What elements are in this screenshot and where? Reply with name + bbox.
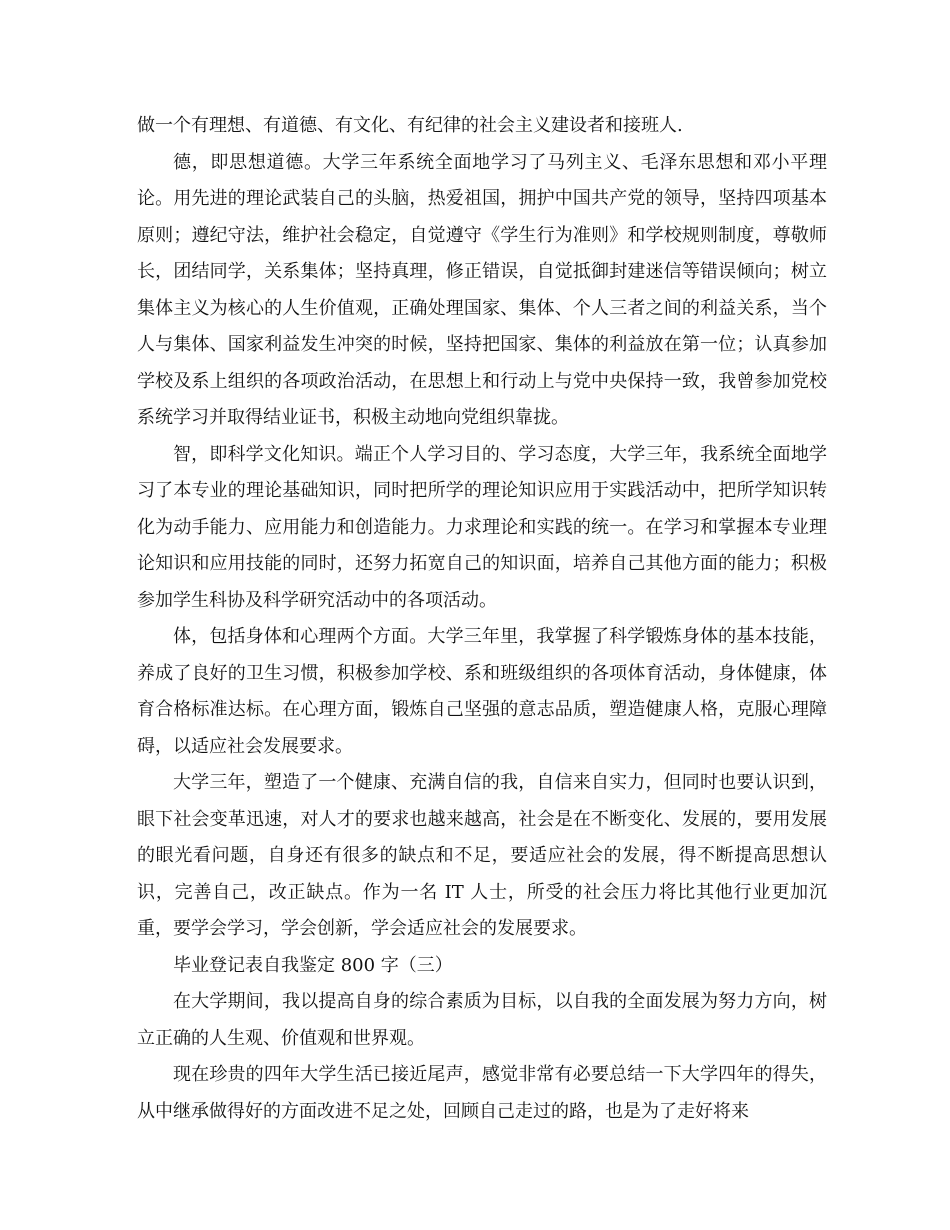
paragraph-physical: 体，包括身体和心理两个方面。大学三年里，我掌握了科学锻炼身体的基本技能，养成了良好的卫生习惯，积极参加学校、系和班级组织的各项体育活动，身体健康，体育合格标准达标。在心理方面，锻炼自己坚强的意志品质，塑造健康人格，克服心理障碍，以适应社会发展要求。 <box>137 626 827 757</box>
paragraph-knowledge: 智，即科学文化知识。端正个人学习目的、学习态度，大学三年，我系统全面地学习了本专业的理论基础知识，同时把所学的理论知识应用于实践活动中，把所学知识转化为动手能力、应用能力和创造能力。力求理论和实践的统一。在学习和掌握本专业理论知识和应用技能的同时，还努力拓宽自己的知识面，培养自己其他方面的能力；积极参加学生科协及科学研究活动中的各项活动。 <box>137 443 827 611</box>
paragraph-reflection: 现在珍贵的四年大学生活已接近尾声，感觉非常有必要总结一下大学四年的得失，从中继承做得好的方面改进不足之处，回顾自己走过的路，也是为了走好将来 <box>137 1064 827 1122</box>
document-body <box>137 108 827 1130</box>
paragraph-moral: 德，即思想道德。大学三年系统全面地学习了马列主义、毛泽东思想和邓小平理论。用先进的理论武装自己的头脑，热爱祖国，拥护中国共产党的领导，坚持四项基本原则；遵纪守法，维护社会稳定，自觉遵守《学生行为准则》和学校规则制度，尊敬师长，团结同学，关系集体；坚持真理，修正错误，自觉抵御封建迷信等错误倾向；树立集体主义为核心的人生价值观，正确处理国家、集体、个人三者之间的利益关系，当个人与集体、国家利益发生冲突的时候，坚持把国家、集体的利益放在第一位；认真参加学校及系上组织的各项政治活动，在思想上和行动上与党中央保持一致，我曾参加党校系统学习并取得结业证书，积极主动地向党组织靠拢。 <box>137 151 827 428</box>
paragraph-goal: 在大学期间，我以提高自身的综合素质为目标，以自我的全面发展为努力方向，树立正确的人生观、价值观和世界观。 <box>137 991 827 1049</box>
paragraph-continuation: 做一个有理想、有道德、有文化、有纪律的社会主义建设者和接班人. <box>137 115 683 136</box>
section-heading: 毕业登记表自我鉴定 800 字（三） <box>173 954 453 976</box>
paragraph-summary: 大学三年，塑造了一个健康、充满自信的我，自信来自实力，但同时也要认识到，眼下社会变革迅速，对人才的要求也越来越高，社会是在不断变化、发展的，要用发展的眼光看问题，自身还有很多的缺点和不足，要适应社会的发展，得不断提高思想认识，完善自己，改正缺点。作为一名 IT 人士，所受的社会压力将比其他行业更加沉重，要学会学习，学会创新，学会适应社会的发展要求。 <box>137 772 827 939</box>
